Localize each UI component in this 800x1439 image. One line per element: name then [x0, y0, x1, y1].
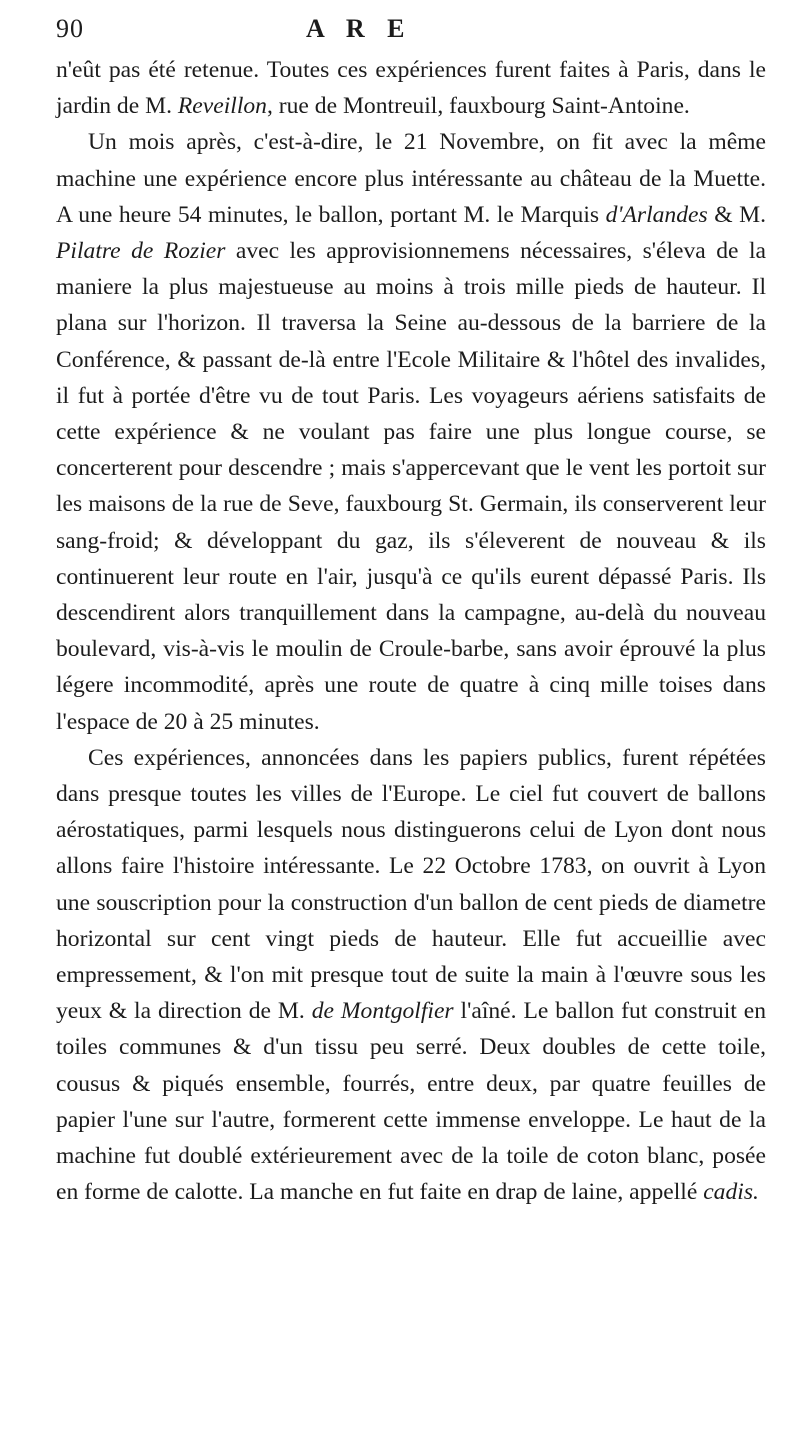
paragraph-1-name-reveillon: Reveillon [177, 93, 267, 120]
running-head [56, 14, 766, 52]
paragraph-2-name-arlandes: d'Arlandes [605, 201, 708, 228]
running-head-title: A R E [306, 14, 413, 43]
body-text [56, 52, 766, 1211]
paragraph-2 [56, 124, 766, 739]
paragraph-3-segment-3: l'aîné. Le ballon fut construit en toiles communes & d'un tissu peu serré. Deux doubles de cette toile, cousus & piqués ensemble, fourrés, entre deux, par quatre feuilles de papier l'une sur l'autre, formerent cette immense enveloppe. Le haut de la machine fut doublé extérieurement avec de la toile de coton blanc, posée en forme de calotte. La manche en fut faite en drap de laine, appellé [56, 998, 766, 1206]
paragraph-2-segment-5: avec les approvisionnemens nécessaires, s'éleva de la maniere la plus majestueuse au moins à trois mille pieds de hauteur. Il plana sur l'horizon. Il traversa la Seine au-dessous de la barriere de la Conférence, & passant de-là entre l'Ecole Militaire & l'hôtel des invalides, il fut à portée d'être vu de tout Paris. Les voyageurs aériens satisfaits de cette expérience & ne voulant pas faire une plus longue course, se concerterent pour descendre ; mais s'appercevant que le vent les portoit sur les maisons de la rue de Seve, fauxbourg St. Germain, ils conserverent leur sang-froid; & développant du gaz, ils s'éleverent de nouveau & ils continuerent leur route en l'air, jusqu'à ce qu'ils eurent dépassé Paris. Ils descendirent alors tranquillement dans la campagne, au-delà du nouveau boulevard, vis-à-vis le moulin de Croule-barbe, sans avoir éprouvé la plus légere incommodité, après une route de quatre à cinq mille toises dans l'espace de 20 à 25 minutes. [56, 238, 766, 735]
paragraph-3-name-montgolfier: de Montgolfier [311, 998, 454, 1025]
paragraph-3-segment-1: Ces expériences, annoncées dans les papiers publics, furent répétées dans presque toutes les villes de l'Europe. Le ciel fut couvert de ballons aérostatiques, parmi lesquels nous distinguerons celui de Lyon dont nous allons faire l'histoire intéressante. Le 22 Octobre 1783, on ouvrit à Lyon une souscription pour la construction d'un ballon de cent pieds de diametre horizontal sur cent vingt pieds de hauteur. Elle fut accueillie avec empressement, & l'on mit presque tout de suite la main à l'œuvre sous les yeux & la direction de M. [56, 744, 766, 1025]
paragraph-1-segment-1: n'eût pas été retenue. Toutes ces expériences furent faites à Paris, dans le jardin de M. [56, 57, 766, 120]
paragraph-3-word-cadis: cadis. [703, 1179, 759, 1206]
paragraph-1 [56, 52, 766, 124]
book-page [56, 14, 766, 1211]
page-number: 90 [56, 14, 84, 43]
paragraph-2-segment-1: Un mois après, c'est-à-dire, le 21 Novembre, on fit avec la même machine une expérience encore plus intéressante au château de la Muette. A une heure 54 minutes, le ballon, portant M. le Marquis [56, 129, 766, 228]
paragraph-2-name-pilatre: Pilatre de Rozier [56, 238, 226, 265]
paragraph-1-segment-3: , rue de Montreuil, fauxbourg Saint-Antoine. [266, 93, 690, 120]
paragraph-2-segment-3: & M. [707, 201, 766, 228]
paragraph-3 [56, 740, 766, 1211]
